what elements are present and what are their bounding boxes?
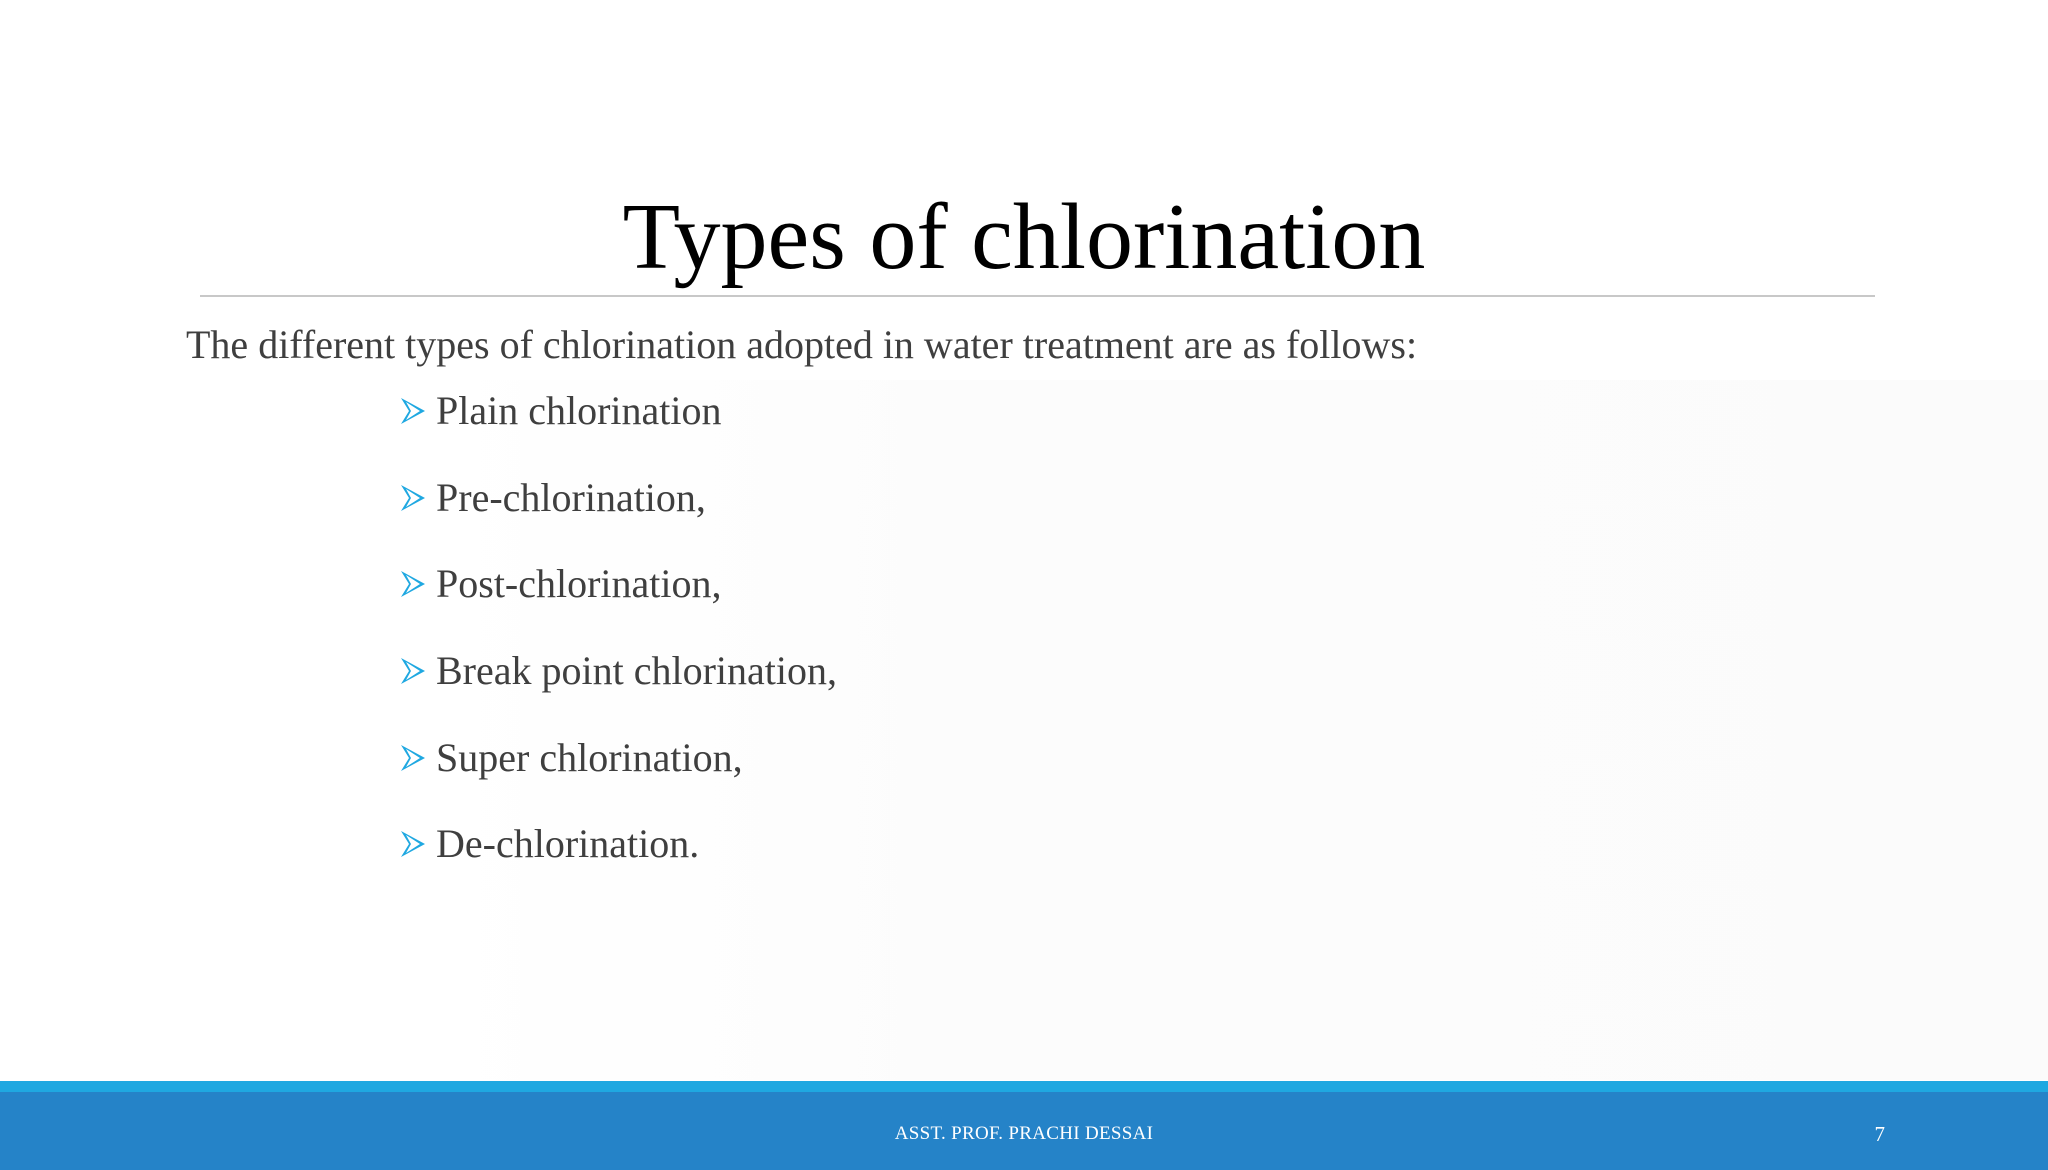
arrow-bullet-icon [400,743,426,773]
list-item-label: De-chlorination. [436,821,700,867]
footer-accent-stripe [0,1081,2048,1092]
intro-text: The different types of chlorination adopted in water treatment are as follows: [186,322,1418,367]
arrow-bullet-icon [400,829,426,859]
chlorination-types-list [400,388,838,888]
arrow-bullet-icon [400,569,426,599]
arrow-bullet-icon [400,656,426,686]
arrow-bullet-icon [400,483,426,513]
title-divider [200,295,1875,297]
footer-author: ASST. PROF. PRACHI DESSAI [894,1123,1154,1144]
arrow-bullet-icon [400,396,426,426]
list-item-label: Post-chlorination, [436,561,722,607]
list-item-label: Super chlorination, [436,734,743,780]
list-item [400,714,837,801]
list-item [400,541,837,628]
list-item [400,368,837,455]
slide-title: Types of chlorination [622,185,1426,289]
list-item [400,801,837,888]
list-item-label: Break point chlorination, [436,648,838,694]
list-item [400,455,837,542]
list-item-label: Plain chlorination [436,388,722,434]
list-item-label: Pre-chlorination, [436,474,706,520]
list-item [400,628,837,715]
page-number: 7 [1874,1122,1885,1146]
